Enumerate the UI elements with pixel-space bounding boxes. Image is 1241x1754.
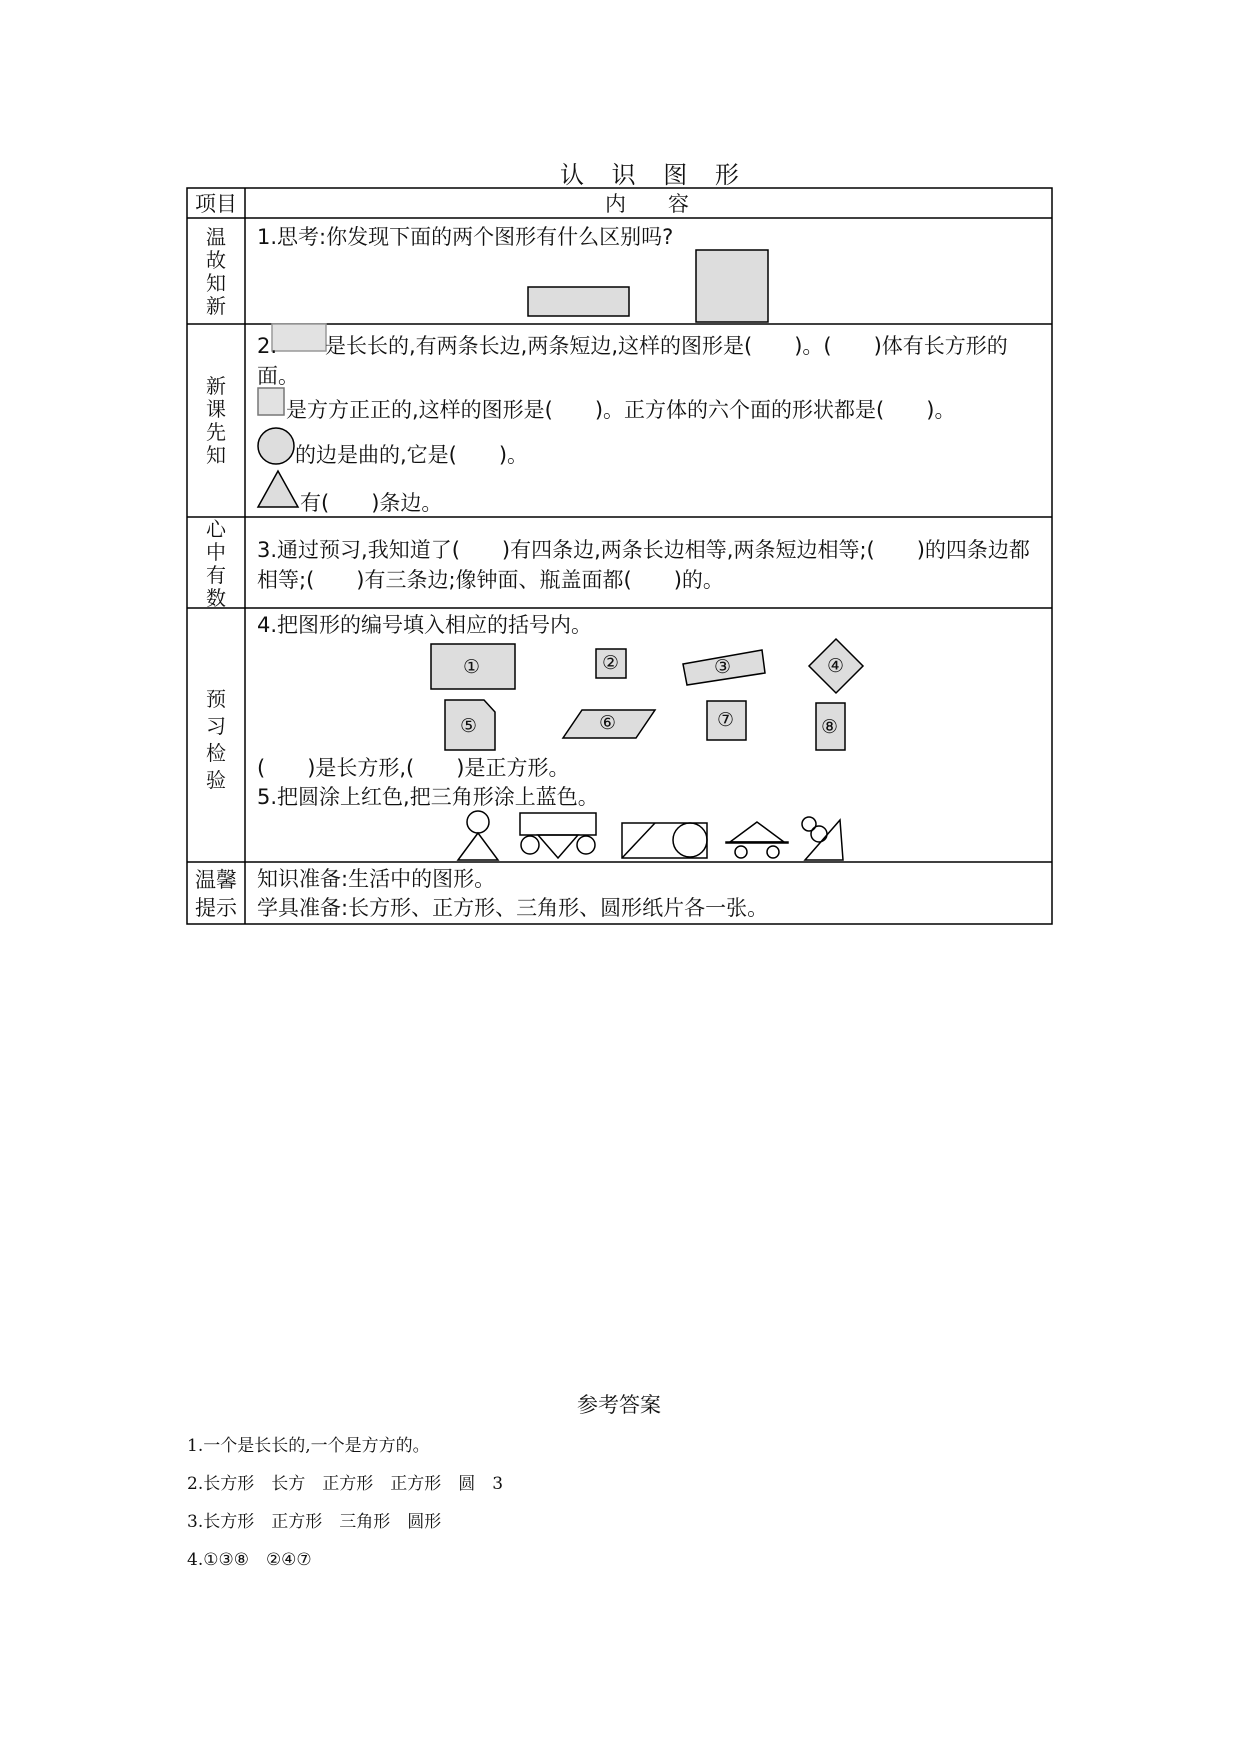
row-label-in-mind: 心 中 有 数 <box>206 517 226 610</box>
inline-circle-icon <box>258 428 294 464</box>
shape-6-number: ⑥ <box>599 712 617 734</box>
inline-triangle-icon <box>258 471 298 507</box>
answer-4: 4.①③⑧ ②④⑦ <box>187 1550 312 1570</box>
shape-2-number: ② <box>602 652 620 674</box>
tip-materials: 学具准备:长方形、正方形、三角形、圆形纸片各一张。 <box>257 896 769 920</box>
question-2-line3: 是方方正正的,这样的图形是( )。正方体的六个面的形状都是( )。 <box>286 398 956 422</box>
question-3-line2: 相等;( )有三条边;像钟面、瓶盖面都( )的。 <box>257 568 724 592</box>
question-1: 1.思考:你发现下面的两个图形有什么区别吗? <box>257 225 674 249</box>
figure-person <box>458 811 498 860</box>
question-4-answer-line: ( )是长方形,( )是正方形。 <box>257 756 570 780</box>
figure-cart <box>520 813 596 858</box>
page-title: 认 识 图 形 <box>560 161 749 189</box>
answer-1: 1.一个是长长的,一个是方方的。 <box>187 1436 430 1456</box>
header-project: 项目 <box>195 192 237 216</box>
square-shape <box>696 250 768 322</box>
question-3-line1: 3.通过预习,我知道了( )有四条边,两条长边相等,两条短边相等;( )的四条边都 <box>257 538 1030 562</box>
row-label-new-lesson: 新 课 先 知 <box>206 374 226 467</box>
question-2-line4: 的边是曲的,它是( )。 <box>295 443 529 467</box>
question-2-line2: 面。 <box>257 364 299 388</box>
inline-square-icon <box>258 388 284 415</box>
shape-5-number: ⑤ <box>460 715 478 737</box>
question-4: 4.把图形的编号填入相应的括号内。 <box>257 613 593 637</box>
question-5: 5.把圆涂上红色,把三角形涂上蓝色。 <box>257 785 599 809</box>
shape-7-number: ⑦ <box>717 709 735 731</box>
question-2-line5: 有( )条边。 <box>300 491 443 515</box>
inline-rectangle-icon <box>272 324 326 351</box>
question-2-line1: 是长长的,有两条长边,两条短边,这样的图形是( )。( )体有长方形的 <box>325 334 1008 358</box>
row-label-preview-check: 预 习 检 验 <box>206 687 226 792</box>
figure-balls-triangle <box>802 817 843 860</box>
answers-title: 参考答案 <box>577 1393 661 1417</box>
rectangle-shape <box>528 287 629 316</box>
answer-3: 3.长方形 正方形 三角形 圆形 <box>187 1512 442 1532</box>
header-content: 内 容 <box>605 192 689 216</box>
question-2-number: 2. <box>257 334 278 358</box>
shape-4-number: ④ <box>827 655 845 677</box>
shape-3-number: ③ <box>714 656 732 678</box>
figure-car <box>726 822 788 858</box>
answer-2: 2.长方形 长方 正方形 正方形 圆 3 <box>187 1474 504 1494</box>
figure-box-circle <box>622 823 707 858</box>
row-label-tips: 温馨 提示 <box>195 868 237 920</box>
shape-8-number: ⑧ <box>821 716 839 738</box>
shape-1-number: ① <box>463 656 481 678</box>
row-label-review: 温 故 知 新 <box>206 225 226 318</box>
tip-knowledge: 知识准备:生活中的图形。 <box>257 867 496 891</box>
